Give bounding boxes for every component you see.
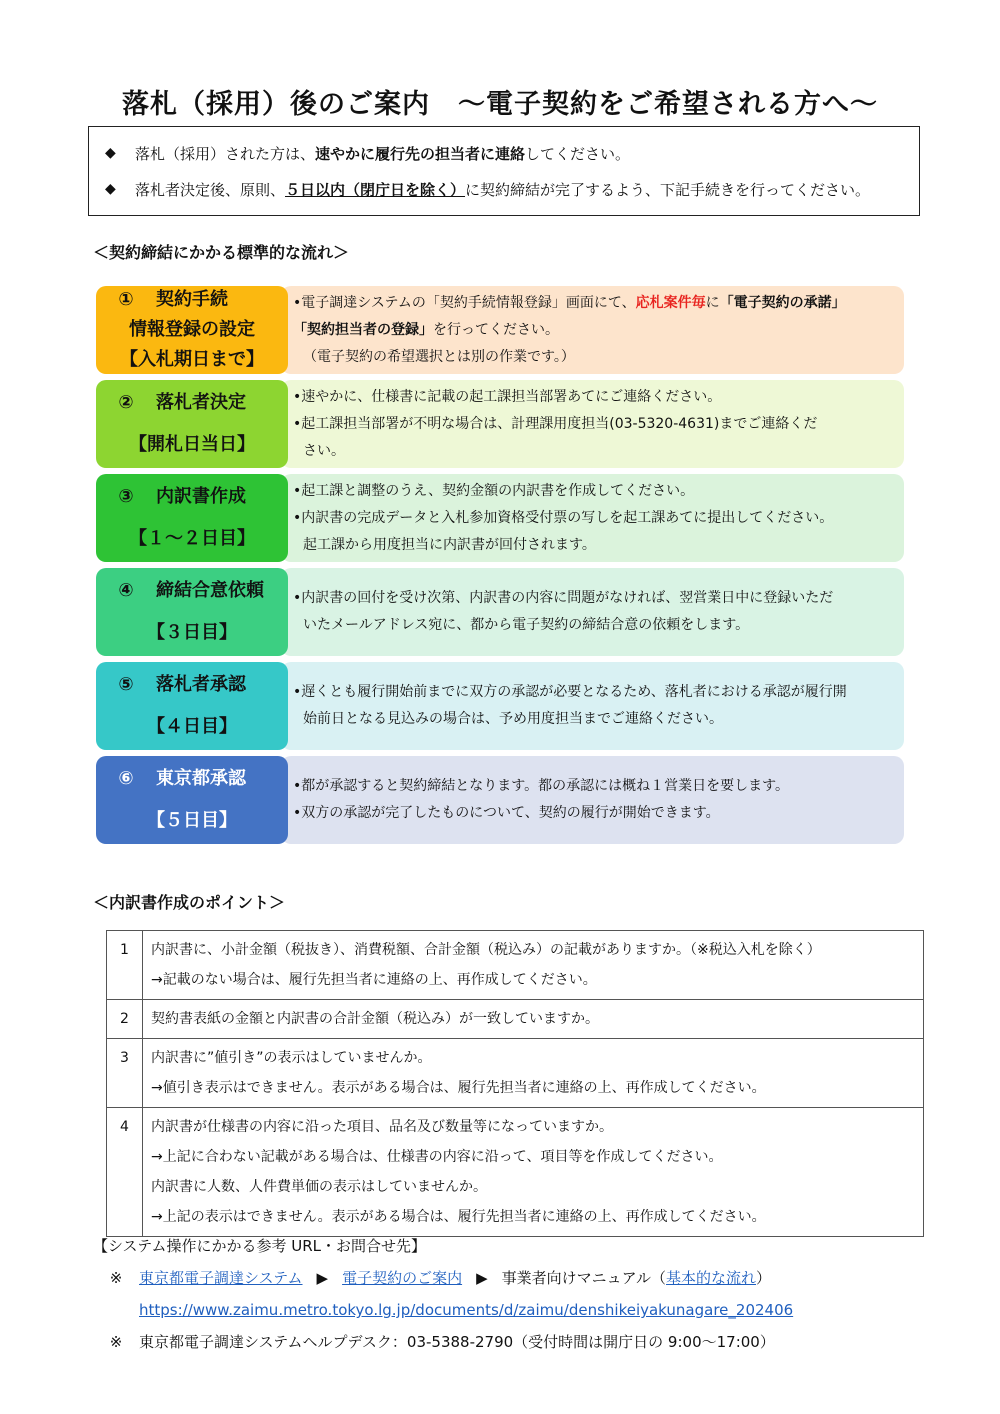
step-label [96,286,288,374]
reference-links-row [93,1262,793,1294]
notice-item [105,171,903,207]
link-basic-flow[interactable]: 基本的な流れ [666,1269,757,1287]
flow-step-2 [96,380,904,468]
reference-section [93,1230,793,1358]
points-table [106,930,924,1237]
step-red-text: 応札案件毎 [635,294,706,311]
step-timing: 【１～２日目】 [129,528,255,549]
notice-box [88,126,920,216]
step-text: •都が承認すると契約締結となります。都の承認には概ね１営業日を要します。 [293,778,790,794]
step-name-2: 情報登録の設定 [129,319,255,340]
flow-step-1 [96,286,904,374]
step-name: 東京都承認 [156,768,246,789]
step-body [281,380,904,468]
step-text: さい。 [303,442,345,459]
step-timing: 【４日目】 [147,716,237,737]
note-mark: ※ [109,1333,123,1351]
step-text: 始前日となる見込みの場合は、予め用度担当までご連絡ください。 [303,711,723,727]
page-title: 落札（採用）後のご案内 ～電子契約をご希望される方へ～ [122,89,878,120]
step-number: ③ [118,486,134,507]
step-number: ⑥ [118,768,134,789]
step-body [281,756,904,844]
step-number: ⑤ [118,674,134,695]
flow-step-4 [96,568,904,656]
row-content [143,1108,924,1237]
flow-step-6 [96,756,904,844]
arrow-right-icon: ▶ [316,1269,329,1287]
link-e-contract-guide[interactable]: 電子契約のご案内 [342,1269,463,1287]
table-row [107,1108,924,1237]
step-label [96,662,288,750]
helpdesk-row [93,1326,793,1358]
step-timing: 【開札日当日】 [129,434,255,455]
notice-item [105,135,903,171]
step-bold-text: 「電子契約の承諾」 [719,294,846,311]
flow-step-5 [96,662,904,750]
helpdesk-text: 東京都電子調達システムヘルプデスク：03-5388-2790（受付時間は開庁日の 9:00～17:00） [139,1333,775,1351]
row-text: →上記の表示はできません。表示がある場合は、履行先担当者に連絡の上、再作成してください。 [151,1209,766,1225]
note-mark: ※ [109,1269,123,1287]
step-text: （電子契約の希望選択とは別の作業です。） [303,348,575,365]
step-body [281,662,904,750]
diamond-icon: ◆ [105,181,116,197]
step-name: 締結合意依頼 [156,580,264,601]
step-text: •双方の承認が完了したものについて、契約の履行が開始できます。 [293,805,720,821]
row-text: 内訳書に人数、人件費単価の表示はしていませんか。 [151,1179,487,1195]
row-text: 内訳書に”値引き”の表示はしていませんか。 [151,1050,432,1066]
notice-text: 落札者決定後、原則、 [135,180,286,199]
step-label [96,756,288,844]
row-content [143,1039,924,1108]
step-text: •遅くとも履行開始前までに双方の承認が必要となるため、落札者における承認が履行開 [293,684,847,700]
step-label [96,474,288,562]
step-timing: 【３日目】 [147,622,237,643]
notice-emphasis: 速やかに履行先の担当者に連絡 [315,144,526,163]
row-number: 2 [107,1000,143,1039]
step-number: ④ [118,580,134,601]
step-text: •起工課と調整のうえ、契約金額の内訳書を作成してください。 [293,482,695,499]
step-text: •起工課担当部署が不明な場合は、計理課用度担当(03-5320-4631)までご連絡くだ [293,415,818,432]
row-number: 4 [107,1108,143,1237]
step-timing: 【５日目】 [147,810,237,831]
step-body [281,568,904,656]
diamond-icon: ◆ [105,145,116,161]
flow-step-3 [96,474,904,562]
notice-deadline: ５日以内（閉庁日を除く） [285,180,466,199]
table-row [107,931,924,1000]
step-name: 落札者承認 [156,674,246,695]
manual-text-end: ） [756,1269,772,1287]
step-name: 内訳書作成 [156,486,246,507]
row-text: →上記に合わない記載がある場合は、仕様書の内容に沿って、項目等を作成してください。 [151,1149,723,1165]
row-text: →値引き表示はできません。表示がある場合は、履行先担当者に連絡の上、再作成してください。 [151,1080,766,1096]
step-bold-text: 「契約担当者の登録」 [293,321,433,338]
step-text: いたメールアドレス宛に、都から電子契約の締結合意の依頼をします。 [303,617,750,633]
step-text: •速やかに、仕様書に記載の起工課担当部署あてにご連絡ください。 [293,388,722,405]
step-text: •電子調達システムの「契約手続情報登録」画面にて、 [293,294,636,311]
row-text: →記載のない場合は、履行先担当者に連絡の上、再作成してください。 [151,972,597,988]
manual-text: 事業者向けマニュアル（ [501,1269,667,1287]
notice-text: 落札（採用）された方は、 [135,144,316,163]
points-heading: ＜内訳書作成のポイント＞ [93,893,286,912]
row-number: 1 [107,931,143,1000]
flow-heading: ＜契約締結にかかる標準的な流れ＞ [93,243,350,262]
arrow-right-icon: ▶ [476,1269,488,1287]
step-label [96,568,288,656]
step-text: を行ってください。 [433,321,559,338]
step-body [281,474,904,562]
step-text: に [705,294,720,311]
reference-url-row [93,1294,793,1326]
step-text: •内訳書の回付を受け次第、内訳書の内容に問題がなければ、翌営業日中に登録いただ [293,590,834,606]
link-procurement-system[interactable]: 東京都電子調達システム [139,1269,303,1287]
row-text: 内訳書が仕様書の内容に沿った項目、品名及び数量等になっていますか。 [151,1119,613,1135]
step-text: •内訳書の完成データと入札参加資格受付票の写しを起工課あてに提出してください。 [293,509,834,526]
row-content [143,931,924,1000]
reference-heading: 【システム操作にかかる参考 URL・お問合せ先】 [93,1237,427,1255]
step-name: 落札者決定 [156,392,246,413]
row-content [143,1000,924,1039]
row-text: 契約書表紙の金額と内訳書の合計金額（税込み）が一致していますか。 [151,1011,599,1027]
table-row [107,1000,924,1039]
row-text: 内訳書に、小計金額（税抜き）、消費税額、合計金額（税込み）の記載がありますか。（※税込入札を除く） [151,942,821,958]
step-name: 契約手続 [156,289,228,310]
table-row [107,1039,924,1108]
row-number: 3 [107,1039,143,1108]
step-body [281,286,904,374]
step-number: ② [118,392,134,413]
step-label [96,380,288,468]
step-text: 起工課から用度担当に内訳書が回付されます。 [303,536,596,553]
notice-text: してください。 [525,144,631,163]
reference-url-link[interactable]: https://www.zaimu.metro.tokyo.lg.jp/documents/d/zaimu/denshikeiyakunagare_202406 [139,1301,794,1319]
step-timing: 【入札期日まで】 [120,349,264,370]
notice-text: に契約締結が完了するよう、下記手続きを行ってください。 [465,180,871,199]
step-number: ① [118,289,134,310]
